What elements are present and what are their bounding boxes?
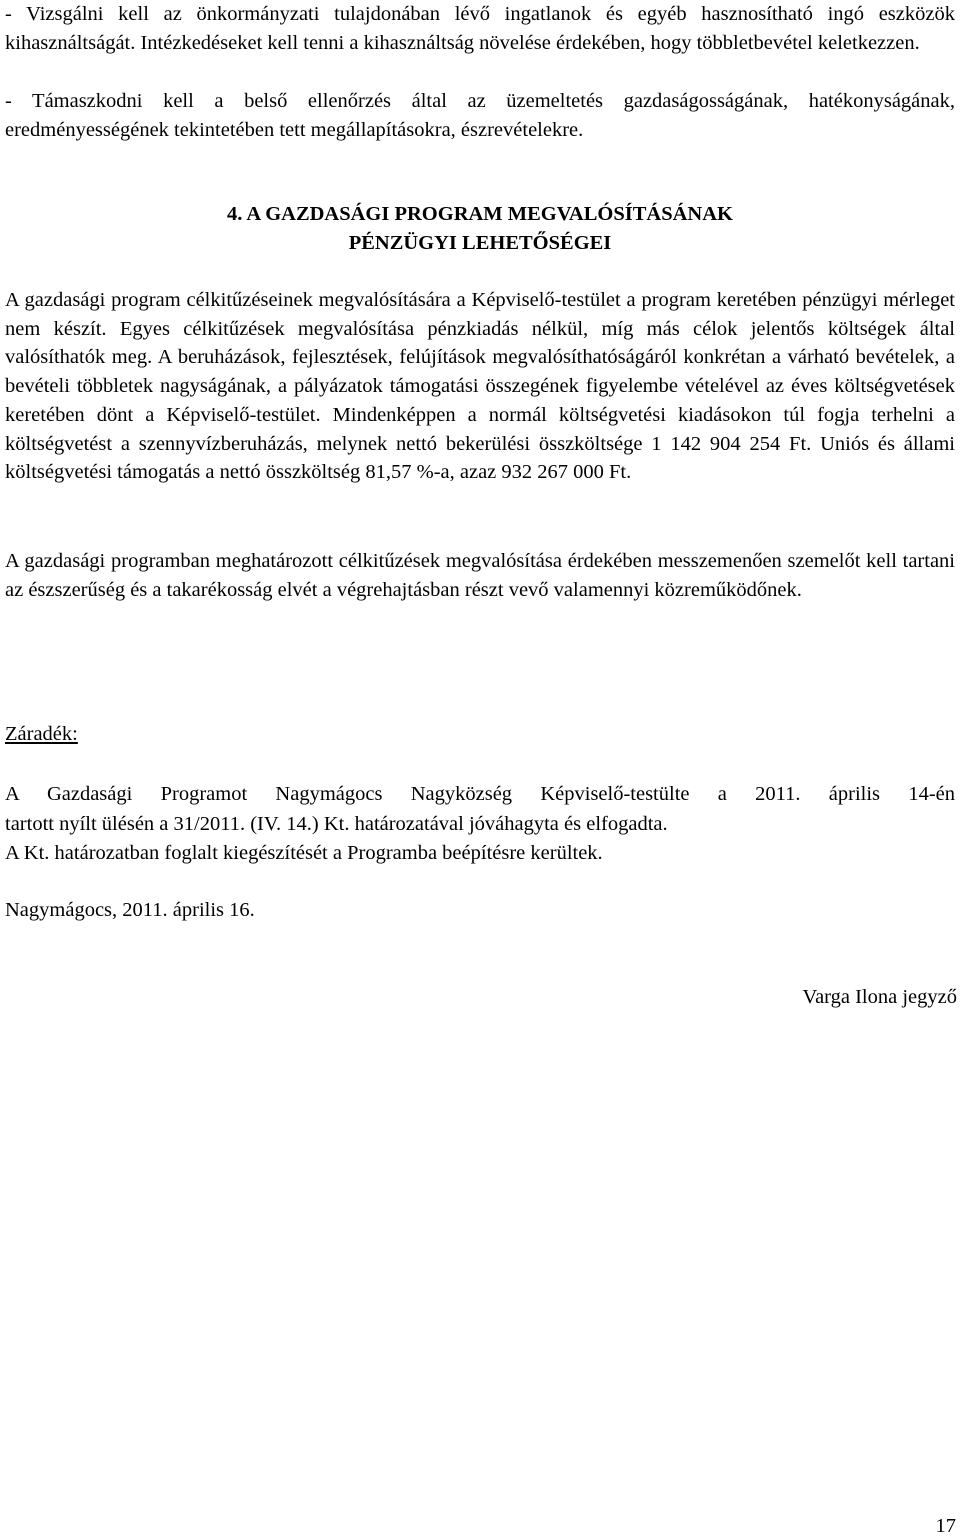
clause-line-2: tartott nyílt ülésén a 31/2011. (IV. 14.) Kt. határozatával jóváhagyta és elfogadta. [5,812,668,835]
page-number: 17 [935,1515,956,1537]
place-date: Nagymágocs, 2011. április 16. [5,899,255,921]
bullet-item-internal-audit: - Támaszkodni kell a belső ellenőrzés által az üzemeltetés gazdaságosságának, hatékonyságának, eredményességének tekintetében tett megállapításokra, észrevételekre. [5,90,955,141]
clause-line-3: A Kt. határozatban foglalt kiegészítését a Programba beépítésre kerültek. [5,842,603,864]
section-paragraph-principles: A gazdasági programban meghatározott célkitűzések megvalósítása érdekében messzemenően szemelőt kell tartani az észszerűség és a takarékosság elvét a végrehajtásban részt vevő valamennyi közreműködőnek. [5,550,955,601]
section-heading-line1: 4. A GAZDASÁGI PROGRAM MEGVALÓSÍTÁSÁNAK [227,203,733,225]
section-paragraph-financial: A gazdasági program célkitűzéseinek megvalósítására a Képviselő-testület a program keretében pénzügyi mérleget nem készít. Egyes célkitűzések megvalósítása pénzkiadás nélkül, míg más célok jelentős költségek által valósíthatók meg. A beruházások, fejlesztések, felújítások megvalósíthatóságáról konkrétan a várható bevételek, a bevételi többletek nagyságának, a pályázatok támogatási összegének figyelembe vételével az éves költségvetések keretében dönt a Képviselő-testület. Mindenképpen a normál költségvetési kiadásokon túl fogja terhelni a költségvetést a szennyvízberuházás, melynek nettó bekerülési összköltsége 1 142 904 254 Ft. Uniós és állami költségvetési támogatás a nettó összköltség 81,57 %-a, azaz 932 267 000 Ft. [5,289,955,484]
clause-text [5,780,955,869]
bullet-item-utilization: - Vizsgálni kell az önkormányzati tulajdonában lévő ingatlanok és egyéb hasznosítható ingó eszközök kihasználtságát. Intézkedéseket kell tenni a kihasználtság növelése érdekében, hogy többletbevétel keletkezzen. [5,3,955,54]
clause-line-1: A Gazdasági Programot Nagymágocs Nagyközség Képviselő-testülte a 2011. április 14-én [5,783,955,805]
section-heading [5,200,955,258]
section-heading-line2: PÉNZÜGYI LEHETŐSÉGEI [348,232,612,254]
clause-title: Záradék: [5,723,78,745]
signature-line: Varga Ilona jegyző [802,986,957,1008]
